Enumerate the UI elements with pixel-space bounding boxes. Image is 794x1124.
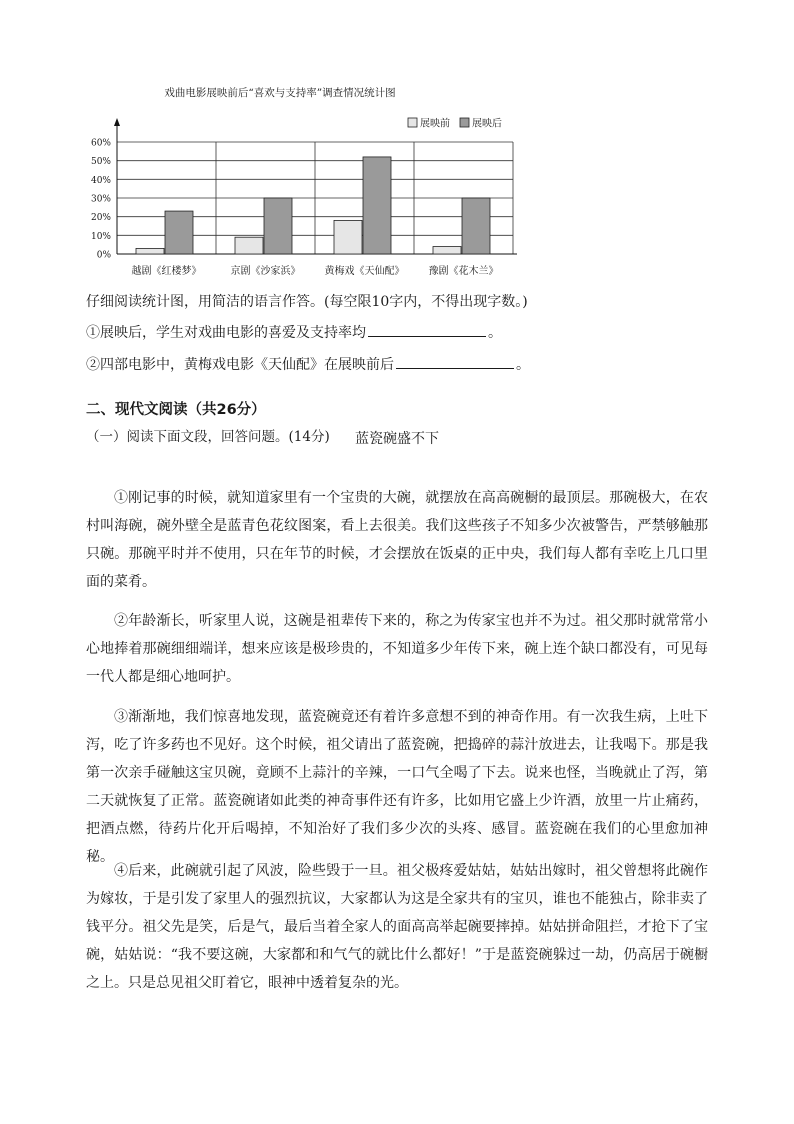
chart-bars xyxy=(136,157,490,254)
question-item-2 xyxy=(86,354,530,376)
question-item-1 xyxy=(86,322,502,344)
y-tick-label: 20% xyxy=(90,213,111,224)
bar-after-2 xyxy=(363,157,391,254)
passage-title: 蓝瓷碗盛不下 xyxy=(355,431,439,447)
y-tick-label: 40% xyxy=(90,175,111,186)
question-item-2-text: ②四部电影中，黄梅戏电影《天仙配》在展映前后 xyxy=(86,357,394,373)
question-item-1-text: ①展映后，学生对戏曲电影的喜爱及支持率均 xyxy=(86,325,366,341)
legend-swatch-0 xyxy=(408,118,417,127)
question-item-2-end: 。 xyxy=(516,357,530,373)
legend-label-0: 展映前 xyxy=(420,118,450,130)
y-tick-label: 0% xyxy=(96,250,111,261)
bar-before-1 xyxy=(235,237,263,254)
paragraph-1: ①刚记事的时候，就知道家里有一个宝贵的大碗，就摆放在高高碗橱的最顶层。那碗极大，在农村叫海碗，碗外壁全是蓝青色花纹图案，看上去很美。我们这些孩子不知多少次被警告，严禁够触那只碗。那碗平时并不使用，只在年节的时候，才会摆放在饭桌的正中央，我们每人都有幸吃上几口里面的菜肴。 xyxy=(86,490,708,590)
paragraph-4: ④后来，此碗就引起了风波，险些毁于一旦。祖父极疼爱姑姑，姑姑出嫁时，祖父曾想将此碗作为嫁妆，于是引发了家里人的强烈抗议，大家都认为这是全家共有的宝贝，谁也不能独占，除非卖了钱平分。祖父先是笑，后是气，最后当着全家人的面高高举起碗要摔掉。姑姑拼命阻拦，才抢下了宝碗，姑姑说：“我不要这碗，大家都和和气气的就比什么都好！”于是蓝瓷碗躲过一劫，仍高居于碗橱之上。只是总见祖父盯着它，眼神中透着复杂的光。 xyxy=(86,863,708,991)
answer-blank-1[interactable] xyxy=(368,322,486,337)
section-title: 二、现代文阅读（共26分） xyxy=(86,402,266,418)
section-subtitle: （一）阅读下面文段，回答问题。(14分) xyxy=(86,429,330,445)
y-tick-label: 30% xyxy=(90,194,111,205)
question-intro: 仔细阅读统计图，用简洁的语言作答。(每空限10字内，不得出现字数。) xyxy=(86,294,528,310)
bar-after-0 xyxy=(165,211,193,254)
x-category-label: 黄梅戏《天仙配》 xyxy=(324,266,405,277)
paragraph-3: ③渐渐地，我们惊喜地发现，蓝瓷碗竟还有着许多意想不到的神奇作用。有一次我生病，上吐下泻，吃了许多药也不见好。这个时候，祖父请出了蓝瓷碗，把捣碎的蒜汁放进去，让我喝下。那是我第一次亲手碰触这宝贝碗，竟顾不上蒜汁的辛辣，一口气全喝了下去。说来也怪，当晚就止了泻，第二天就恢复了正常。蓝瓷碗诸如此类的神奇事件还有许多，比如用它盛上少许酒，放里一片止痛药，把酒点燃，待药片化开后喝掉，不知治好了我们多少次的头疼、感冒。蓝瓷碗在我们的心里愈加神秘。 xyxy=(86,709,708,865)
y-tick-label: 60% xyxy=(90,138,111,149)
answer-blank-2[interactable] xyxy=(396,354,514,369)
bar-before-0 xyxy=(136,248,164,254)
x-category-label: 京剧《沙家浜》 xyxy=(230,266,301,277)
chart-title: 戏曲电影展映前后“喜欢与支持率”调查情况统计图 xyxy=(164,87,396,99)
bar-before-2 xyxy=(334,220,362,254)
chart-x-labels xyxy=(132,264,499,277)
x-category-label: 越剧《红楼梦》 xyxy=(131,266,202,277)
bar-chart xyxy=(70,78,520,286)
question-item-1-end: 。 xyxy=(488,325,502,341)
paragraph-2: ②年龄渐长，听家里人说，这碗是祖辈传下来的，称之为传家宝也并不为过。祖父那时就常常小心地捧着那碗细细端详，想来应该是极珍贵的，不知道多少年传下来，碗上连个缺口都没有，可见每一代人都是细心地呵护。 xyxy=(86,613,708,685)
legend-label-1: 展映后 xyxy=(472,118,502,130)
bar-after-1 xyxy=(264,198,292,254)
y-tick-label: 50% xyxy=(90,157,111,168)
bar-after-3 xyxy=(462,198,490,254)
chart-y-ticks xyxy=(91,139,111,261)
y-axis-arrow xyxy=(114,118,120,126)
legend-swatch-1 xyxy=(460,118,469,127)
y-tick-label: 10% xyxy=(90,231,111,242)
chart-legend xyxy=(408,117,502,130)
bar-before-3 xyxy=(433,247,461,254)
x-category-label: 豫剧《花木兰》 xyxy=(428,266,499,277)
